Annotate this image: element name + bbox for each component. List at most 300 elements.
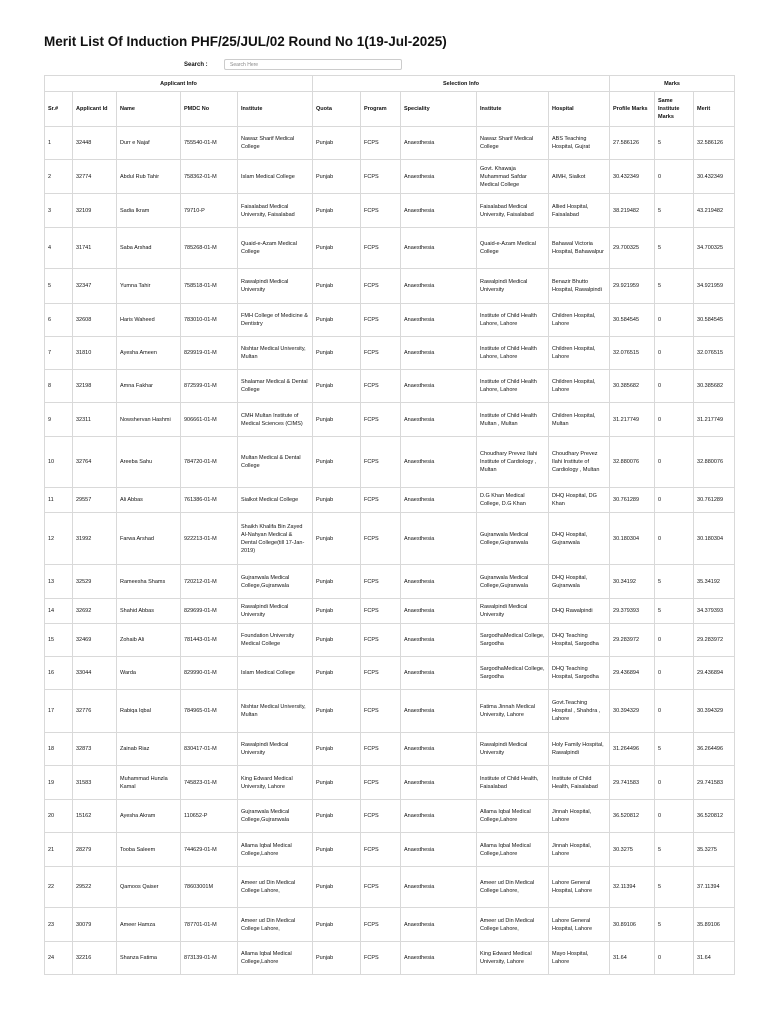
cell-selection-institute: Choudhary Prevez Ilahi Institute of Cardiology , Multan — [477, 437, 549, 488]
cell-sr: 17 — [45, 690, 73, 733]
cell-name: Shanza Fatima — [117, 942, 181, 975]
cell-applicant-id: 32311 — [73, 403, 117, 437]
col-quota-header[interactable]: Quota — [313, 92, 361, 127]
cell-institute: Rawalpindi Medical University — [238, 599, 313, 624]
cell-institute: Allama Iqbal Medical College,Lahore — [238, 833, 313, 867]
cell-profile-marks: 32.076515 — [610, 337, 655, 370]
cell-name: Shahid Abbas — [117, 599, 181, 624]
cell-institute: Quaid-e-Azam Medical College — [238, 228, 313, 269]
table-row — [45, 624, 735, 657]
cell-institute: Islam Medical College — [238, 657, 313, 690]
cell-institute: Rawalpindi Medical University — [238, 733, 313, 766]
cell-same-institute-marks: 0 — [655, 657, 694, 690]
cell-applicant-id: 33044 — [73, 657, 117, 690]
table-row — [45, 942, 735, 975]
cell-merit: 34.921959 — [694, 269, 735, 304]
table-row — [45, 565, 735, 599]
cell-name: Nowshervan Hashmi — [117, 403, 181, 437]
cell-quota: Punjab — [313, 370, 361, 403]
cell-sr: 16 — [45, 657, 73, 690]
table-row — [45, 437, 735, 488]
col-institute-header[interactable]: Institute — [238, 92, 313, 127]
cell-quota: Punjab — [313, 228, 361, 269]
cell-speciality: Anaesthesia — [401, 867, 477, 908]
col-sr-header[interactable]: Sr.# — [45, 92, 73, 127]
cell-quota: Punjab — [313, 513, 361, 565]
cell-applicant-id: 32774 — [73, 160, 117, 194]
cell-pmdc-no: 829699-01-M — [181, 599, 238, 624]
cell-selection-institute: Quaid-e-Azam Medical College — [477, 228, 549, 269]
table-row — [45, 766, 735, 800]
col-name-header[interactable]: Name — [117, 92, 181, 127]
cell-hospital: Choudhary Prevez Ilahi Institute of Cardiology , Multan — [549, 437, 610, 488]
cell-program: FCPS — [361, 800, 401, 833]
cell-program: FCPS — [361, 624, 401, 657]
col-pmdc-no-header[interactable]: PMDC No — [181, 92, 238, 127]
cell-selection-institute: Institute of Child Health Multan , Multan — [477, 403, 549, 437]
cell-profile-marks: 32.11394 — [610, 867, 655, 908]
cell-pmdc-no: 745823-01-M — [181, 766, 238, 800]
cell-program: FCPS — [361, 127, 401, 160]
cell-sr: 12 — [45, 513, 73, 565]
cell-program: FCPS — [361, 160, 401, 194]
col-selection-institute-header[interactable]: Institute — [477, 92, 549, 127]
cell-speciality: Anaesthesia — [401, 599, 477, 624]
cell-selection-institute: Allama Iqbal Medical College,Lahore — [477, 800, 549, 833]
cell-merit: 35.89106 — [694, 908, 735, 942]
cell-speciality: Anaesthesia — [401, 733, 477, 766]
col-hospital-header[interactable]: Hospital — [549, 92, 610, 127]
cell-name: Amna Fakhar — [117, 370, 181, 403]
cell-applicant-id: 30079 — [73, 908, 117, 942]
cell-profile-marks: 30.3275 — [610, 833, 655, 867]
cell-program: FCPS — [361, 657, 401, 690]
cell-selection-institute: Nawaz Sharif Medical College — [477, 127, 549, 160]
cell-institute: Faisalabad Medical University, Faisalabad — [238, 194, 313, 228]
cell-pmdc-no: 79710-P — [181, 194, 238, 228]
cell-pmdc-no: 110652-P — [181, 800, 238, 833]
table-row — [45, 370, 735, 403]
cell-same-institute-marks: 5 — [655, 833, 694, 867]
cell-pmdc-no: 744629-01-M — [181, 833, 238, 867]
cell-speciality: Anaesthesia — [401, 337, 477, 370]
table-row — [45, 833, 735, 867]
cell-pmdc-no: 784965-01-M — [181, 690, 238, 733]
cell-selection-institute: Institute of Child Health Lahore, Lahore — [477, 337, 549, 370]
cell-applicant-id: 15162 — [73, 800, 117, 833]
cell-merit: 30.180304 — [694, 513, 735, 565]
cell-program: FCPS — [361, 269, 401, 304]
table-row — [45, 800, 735, 833]
cell-same-institute-marks: 0 — [655, 403, 694, 437]
cell-institute: Nishtar Medical University, Multan — [238, 690, 313, 733]
cell-hospital: Lahore General Hospital, Lahore — [549, 908, 610, 942]
table-row — [45, 908, 735, 942]
cell-program: FCPS — [361, 437, 401, 488]
cell-program: FCPS — [361, 833, 401, 867]
cell-selection-institute: Rawalpindi Medical University — [477, 733, 549, 766]
cell-hospital: DHQ Rawalpindi — [549, 599, 610, 624]
table-row — [45, 733, 735, 766]
table-row — [45, 403, 735, 437]
cell-applicant-id: 28279 — [73, 833, 117, 867]
cell-institute: CMH Multan Institute of Medical Sciences (CIMS) — [238, 403, 313, 437]
cell-pmdc-no: 830417-01-M — [181, 733, 238, 766]
cell-same-institute-marks: 0 — [655, 942, 694, 975]
cell-selection-institute: Institute of Child Health Lahore, Lahore — [477, 370, 549, 403]
cell-same-institute-marks: 5 — [655, 269, 694, 304]
cell-sr: 15 — [45, 624, 73, 657]
cell-sr: 13 — [45, 565, 73, 599]
cell-same-institute-marks: 0 — [655, 370, 694, 403]
table-row — [45, 127, 735, 160]
table-row — [45, 657, 735, 690]
cell-pmdc-no: 78603001M — [181, 867, 238, 908]
cell-sr: 22 — [45, 867, 73, 908]
search-label: Search : — [184, 61, 208, 68]
cell-pmdc-no: 783010-01-M — [181, 304, 238, 337]
cell-quota: Punjab — [313, 800, 361, 833]
cell-merit: 43.219482 — [694, 194, 735, 228]
cell-selection-institute: Govt. Khawaja Muhammad Safdar Medical College — [477, 160, 549, 194]
cell-pmdc-no: 784720-01-M — [181, 437, 238, 488]
cell-profile-marks: 30.89106 — [610, 908, 655, 942]
cell-name: Ayesha Ameen — [117, 337, 181, 370]
cell-hospital: Allied Hospital, Faisalabad — [549, 194, 610, 228]
cell-profile-marks: 31.64 — [610, 942, 655, 975]
cell-applicant-id: 32109 — [73, 194, 117, 228]
cell-name: Ayesha Akram — [117, 800, 181, 833]
table-row — [45, 337, 735, 370]
cell-applicant-id: 31583 — [73, 766, 117, 800]
cell-institute: King Edward Medical University, Lahore — [238, 766, 313, 800]
cell-merit: 30.761289 — [694, 488, 735, 513]
group-selection-info: Selection Info — [313, 76, 610, 92]
cell-quota: Punjab — [313, 160, 361, 194]
cell-hospital: Govt.Teaching Hospital , Shahdra , Lahore — [549, 690, 610, 733]
cell-same-institute-marks: 5 — [655, 127, 694, 160]
cell-profile-marks: 30.385682 — [610, 370, 655, 403]
cell-hospital: DHQ Teaching Hospital, Sargodha — [549, 657, 610, 690]
cell-merit: 31.64 — [694, 942, 735, 975]
cell-institute: Shaikh Khalifa Bin Zayed Al-Nahyan Medical & Dental College(till 17-Jan-2019) — [238, 513, 313, 565]
cell-quota: Punjab — [313, 194, 361, 228]
cell-quota: Punjab — [313, 833, 361, 867]
cell-hospital: DHQ Hospital, Gujranwala — [549, 565, 610, 599]
cell-profile-marks: 30.34192 — [610, 565, 655, 599]
cell-institute: Multan Medical & Dental College — [238, 437, 313, 488]
cell-same-institute-marks: 0 — [655, 800, 694, 833]
cell-program: FCPS — [361, 690, 401, 733]
cell-name: Tooba Saleem — [117, 833, 181, 867]
cell-sr: 24 — [45, 942, 73, 975]
cell-pmdc-no: 785268-01-M — [181, 228, 238, 269]
cell-quota: Punjab — [313, 403, 361, 437]
cell-applicant-id: 32873 — [73, 733, 117, 766]
cell-quota: Punjab — [313, 908, 361, 942]
cell-selection-institute: Ameer ud Din Medical College Lahore, — [477, 867, 549, 908]
cell-applicant-id: 32216 — [73, 942, 117, 975]
cell-hospital: Children Hospital, Lahore — [549, 337, 610, 370]
cell-name: Muhammad Hunzla Kamal — [117, 766, 181, 800]
cell-institute: Gujranwala Medical College,Gujranwala — [238, 565, 313, 599]
cell-applicant-id: 31810 — [73, 337, 117, 370]
cell-same-institute-marks: 5 — [655, 733, 694, 766]
cell-sr: 20 — [45, 800, 73, 833]
cell-speciality: Anaesthesia — [401, 127, 477, 160]
cell-merit: 32.076515 — [694, 337, 735, 370]
table-row — [45, 228, 735, 269]
cell-sr: 9 — [45, 403, 73, 437]
cell-profile-marks: 29.921959 — [610, 269, 655, 304]
cell-merit: 37.11394 — [694, 867, 735, 908]
cell-sr: 14 — [45, 599, 73, 624]
cell-merit: 35.34192 — [694, 565, 735, 599]
cell-profile-marks: 31.264496 — [610, 733, 655, 766]
cell-speciality: Anaesthesia — [401, 194, 477, 228]
cell-sr: 23 — [45, 908, 73, 942]
table-row — [45, 513, 735, 565]
cell-name: Saba Arshad — [117, 228, 181, 269]
cell-institute: Ameer ud Din Medical College Lahore, — [238, 867, 313, 908]
cell-applicant-id: 32469 — [73, 624, 117, 657]
cell-name: Qamoos Qaiser — [117, 867, 181, 908]
cell-program: FCPS — [361, 942, 401, 975]
cell-selection-institute: Ameer ud Din Medical College Lahore, — [477, 908, 549, 942]
cell-sr: 4 — [45, 228, 73, 269]
cell-applicant-id: 29557 — [73, 488, 117, 513]
cell-pmdc-no: 720212-01-M — [181, 565, 238, 599]
table-row — [45, 194, 735, 228]
cell-name: Zohaib Ali — [117, 624, 181, 657]
table-row — [45, 867, 735, 908]
cell-hospital: Children Hospital, Lahore — [549, 304, 610, 337]
cell-same-institute-marks: 0 — [655, 624, 694, 657]
cell-profile-marks: 38.219482 — [610, 194, 655, 228]
search-input[interactable] — [224, 59, 402, 70]
col-speciality-header[interactable]: Speciality — [401, 92, 477, 127]
cell-quota: Punjab — [313, 304, 361, 337]
cell-quota: Punjab — [313, 942, 361, 975]
cell-speciality: Anaesthesia — [401, 513, 477, 565]
cell-institute: Foundation University Medical College — [238, 624, 313, 657]
cell-program: FCPS — [361, 908, 401, 942]
cell-hospital: ABS Teaching Hospital, Gujrat — [549, 127, 610, 160]
col-merit-header[interactable]: Merit — [694, 92, 735, 127]
col-applicant-id-header[interactable]: Applicant Id — [73, 92, 117, 127]
cell-applicant-id: 29522 — [73, 867, 117, 908]
cell-hospital: Children Hospital, Multan — [549, 403, 610, 437]
cell-same-institute-marks: 5 — [655, 194, 694, 228]
cell-merit: 30.394329 — [694, 690, 735, 733]
cell-merit: 32.586126 — [694, 127, 735, 160]
cell-hospital: Bahawal Victoria Hospital, Bahawalpur — [549, 228, 610, 269]
cell-sr: 7 — [45, 337, 73, 370]
cell-institute: Allama Iqbal Medical College,Lahore — [238, 942, 313, 975]
table-row — [45, 488, 735, 513]
cell-pmdc-no: 787701-01-M — [181, 908, 238, 942]
cell-speciality: Anaesthesia — [401, 800, 477, 833]
cell-name: Ameer Hamza — [117, 908, 181, 942]
cell-pmdc-no: 873139-01-M — [181, 942, 238, 975]
cell-hospital: Jinnah Hospital, Lahore — [549, 833, 610, 867]
cell-quota: Punjab — [313, 599, 361, 624]
table-row — [45, 269, 735, 304]
cell-same-institute-marks: 0 — [655, 437, 694, 488]
cell-applicant-id: 32608 — [73, 304, 117, 337]
cell-name: Abdul Rub Tahir — [117, 160, 181, 194]
cell-hospital: Institute of Child Health, Faisalabad — [549, 766, 610, 800]
cell-name: Warda — [117, 657, 181, 690]
cell-same-institute-marks: 0 — [655, 690, 694, 733]
cell-selection-institute: Rawalpindi Medical University — [477, 269, 549, 304]
cell-institute: Nishtar Medical University, Multan — [238, 337, 313, 370]
cell-hospital: AIMH, Sialkot — [549, 160, 610, 194]
cell-speciality: Anaesthesia — [401, 942, 477, 975]
search-bar — [184, 58, 402, 71]
cell-name: Rabiqa Iqbal — [117, 690, 181, 733]
header-row — [45, 92, 735, 127]
cell-selection-institute: SargodhaMedical College, Sargodha — [477, 657, 549, 690]
cell-program: FCPS — [361, 867, 401, 908]
cell-name: Yumna Tahir — [117, 269, 181, 304]
cell-merit: 35.3275 — [694, 833, 735, 867]
table-row — [45, 599, 735, 624]
group-applicant-info: Applicant Info — [45, 76, 313, 92]
cell-profile-marks: 30.394329 — [610, 690, 655, 733]
cell-profile-marks: 29.700325 — [610, 228, 655, 269]
table-row — [45, 160, 735, 194]
cell-pmdc-no: 872599-01-M — [181, 370, 238, 403]
cell-hospital: Holy Family Hospital, Rawalpindi — [549, 733, 610, 766]
cell-pmdc-no: 906661-01-M — [181, 403, 238, 437]
cell-same-institute-marks: 5 — [655, 867, 694, 908]
cell-quota: Punjab — [313, 733, 361, 766]
cell-selection-institute: Institute of Child Health, Faisalabad — [477, 766, 549, 800]
cell-sr: 19 — [45, 766, 73, 800]
cell-speciality: Anaesthesia — [401, 403, 477, 437]
cell-same-institute-marks: 0 — [655, 513, 694, 565]
cell-name: Zainab Riaz — [117, 733, 181, 766]
cell-speciality: Anaesthesia — [401, 160, 477, 194]
cell-selection-institute: Fatima Jinnah Medical University, Lahore — [477, 690, 549, 733]
cell-hospital: Jinnah Hospital, Lahore — [549, 800, 610, 833]
col-same-institute-marks-header[interactable]: Same Institute Marks — [655, 92, 694, 127]
cell-program: FCPS — [361, 766, 401, 800]
col-program-header[interactable]: Program — [361, 92, 401, 127]
cell-speciality: Anaesthesia — [401, 488, 477, 513]
cell-institute: Sialkot Medical College — [238, 488, 313, 513]
cell-institute: Shalamar Medical & Dental College — [238, 370, 313, 403]
cell-program: FCPS — [361, 599, 401, 624]
cell-program: FCPS — [361, 337, 401, 370]
cell-selection-institute: Gujranwala Medical College,Gujranwala — [477, 565, 549, 599]
cell-pmdc-no: 758518-01-M — [181, 269, 238, 304]
cell-applicant-id: 32198 — [73, 370, 117, 403]
table-body — [45, 127, 735, 975]
cell-merit: 36.520812 — [694, 800, 735, 833]
cell-selection-institute: D.G Khan Medical College, D.G Khan — [477, 488, 549, 513]
cell-same-institute-marks: 5 — [655, 908, 694, 942]
cell-institute: Rawalpindi Medical University — [238, 269, 313, 304]
cell-speciality: Anaesthesia — [401, 766, 477, 800]
cell-selection-institute: Allama Iqbal Medical College,Lahore — [477, 833, 549, 867]
cell-speciality: Anaesthesia — [401, 304, 477, 337]
cell-quota: Punjab — [313, 127, 361, 160]
cell-hospital: DHQ Teaching Hospital, Sargodha — [549, 624, 610, 657]
cell-applicant-id: 32347 — [73, 269, 117, 304]
cell-applicant-id: 31741 — [73, 228, 117, 269]
cell-program: FCPS — [361, 488, 401, 513]
cell-pmdc-no: 781443-01-M — [181, 624, 238, 657]
cell-program: FCPS — [361, 513, 401, 565]
col-profile-marks-header[interactable]: Profile Marks — [610, 92, 655, 127]
cell-profile-marks: 32.880076 — [610, 437, 655, 488]
cell-sr: 21 — [45, 833, 73, 867]
cell-speciality: Anaesthesia — [401, 370, 477, 403]
cell-same-institute-marks: 5 — [655, 565, 694, 599]
cell-profile-marks: 31.217749 — [610, 403, 655, 437]
cell-name: Haris Waheed — [117, 304, 181, 337]
table-row — [45, 690, 735, 733]
cell-sr: 2 — [45, 160, 73, 194]
cell-program: FCPS — [361, 228, 401, 269]
cell-profile-marks: 29.283972 — [610, 624, 655, 657]
cell-program: FCPS — [361, 403, 401, 437]
cell-merit: 34.379393 — [694, 599, 735, 624]
cell-selection-institute: SargodhaMedical College, Sargodha — [477, 624, 549, 657]
cell-merit: 30.584545 — [694, 304, 735, 337]
cell-applicant-id: 32764 — [73, 437, 117, 488]
cell-hospital: DHQ Hospital, DG Khan — [549, 488, 610, 513]
cell-same-institute-marks: 0 — [655, 337, 694, 370]
cell-sr: 6 — [45, 304, 73, 337]
cell-name: Ali Abbas — [117, 488, 181, 513]
cell-speciality: Anaesthesia — [401, 624, 477, 657]
cell-merit: 32.880076 — [694, 437, 735, 488]
cell-program: FCPS — [361, 565, 401, 599]
cell-merit: 29.283972 — [694, 624, 735, 657]
cell-profile-marks: 30.584545 — [610, 304, 655, 337]
cell-hospital: Mayo Hospital, Lahore — [549, 942, 610, 975]
cell-program: FCPS — [361, 733, 401, 766]
cell-speciality: Anaesthesia — [401, 690, 477, 733]
cell-applicant-id: 31992 — [73, 513, 117, 565]
cell-same-institute-marks: 5 — [655, 228, 694, 269]
cell-profile-marks: 29.379393 — [610, 599, 655, 624]
cell-merit: 31.217749 — [694, 403, 735, 437]
cell-speciality: Anaesthesia — [401, 908, 477, 942]
cell-profile-marks: 30.761289 — [610, 488, 655, 513]
cell-merit: 29.436894 — [694, 657, 735, 690]
cell-name: Durr e Najaf — [117, 127, 181, 160]
cell-same-institute-marks: 0 — [655, 160, 694, 194]
cell-name: Areeba Sahu — [117, 437, 181, 488]
cell-profile-marks: 29.741583 — [610, 766, 655, 800]
cell-quota: Punjab — [313, 624, 361, 657]
cell-applicant-id: 32448 — [73, 127, 117, 160]
cell-applicant-id: 32529 — [73, 565, 117, 599]
cell-same-institute-marks: 5 — [655, 599, 694, 624]
cell-hospital: Benazir Bhutto Hospital, Rawalpindi — [549, 269, 610, 304]
cell-same-institute-marks: 0 — [655, 304, 694, 337]
cell-sr: 18 — [45, 733, 73, 766]
cell-merit: 29.741583 — [694, 766, 735, 800]
cell-quota: Punjab — [313, 437, 361, 488]
cell-quota: Punjab — [313, 867, 361, 908]
cell-pmdc-no: 755540-01-M — [181, 127, 238, 160]
cell-program: FCPS — [361, 194, 401, 228]
